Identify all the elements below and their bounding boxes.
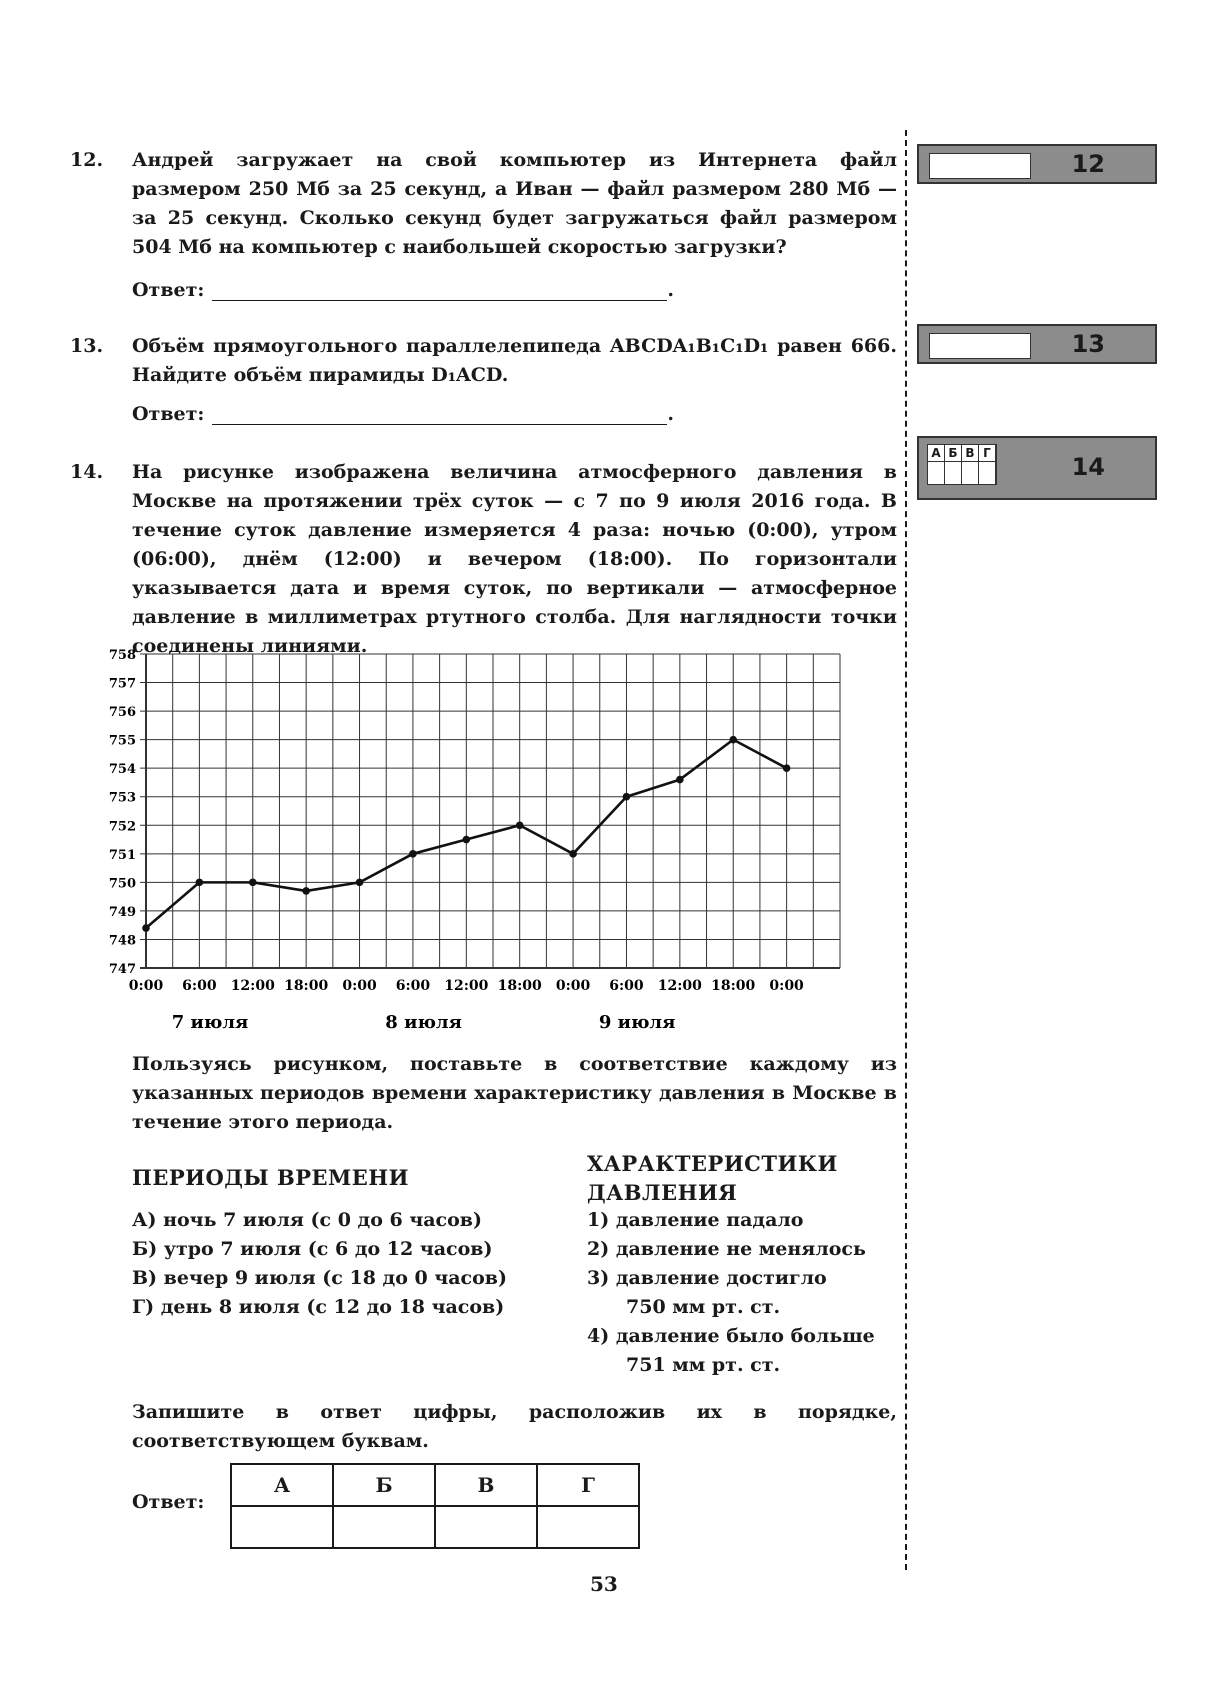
answer-header-v: В — [435, 1464, 537, 1506]
period-item: В) вечер 9 июля (с 18 до 0 часов) — [132, 1267, 507, 1289]
answer-cell-v[interactable] — [435, 1506, 537, 1548]
answer-slot-12[interactable] — [929, 153, 1031, 179]
x-tick-label: 18:00 — [284, 978, 329, 994]
data-point — [463, 836, 471, 844]
y-tick-label: 749 — [108, 904, 136, 920]
characteristic-item: 4) давление было больше — [587, 1325, 875, 1347]
grid-letter-b: Б — [945, 445, 962, 462]
y-tick-label: 754 — [108, 762, 136, 778]
y-tick-label: 752 — [108, 819, 136, 835]
answer-box-14 — [917, 436, 1157, 500]
question-text-13: Объём прямоугольного параллелепипеда ABCDA₁B₁C₁D₁ равен 666. Найдите объём пирамиды D₁ACD. — [132, 335, 897, 386]
pressure-chart — [100, 642, 880, 1037]
characteristics-heading-line2: ДАВЛЕНИЯ — [587, 1180, 738, 1205]
box-number-12: 12 — [1071, 150, 1105, 178]
x-tick-label: 6:00 — [182, 978, 217, 994]
y-tick-label: 753 — [108, 790, 136, 806]
data-point — [623, 793, 631, 801]
answer-header-g: Г — [537, 1464, 639, 1506]
y-tick-labels — [109, 648, 136, 977]
data-point — [409, 850, 417, 858]
box-number-13: 13 — [1071, 330, 1105, 358]
answer-table — [230, 1463, 640, 1549]
grid-letter-a: А — [928, 445, 945, 462]
day-label: 9 июля — [598, 1012, 676, 1033]
x-tick-labels — [129, 978, 804, 994]
y-tick-label: 756 — [108, 705, 136, 721]
grid-cell[interactable] — [945, 462, 962, 484]
instruction-text: Пользуясь рисунком, поставьте в соответствие каждому из указанных периодов времени характеристику давления в Москве в течение этого периода. — [132, 1053, 897, 1133]
x-tick-label: 12:00 — [230, 978, 275, 994]
chart-grid — [140, 654, 840, 968]
question-number-14: 14. — [70, 461, 104, 483]
question-text-14: На рисунке изображена величина атмосферного давления в Москве на протяжении трёх суток — с 7 по 9 июля 2016 года. В течение суток давление измеряется 4 раза: ночью (0:00), утром (06:00), днём (12:00) и вечером (18:00). По горизонтали указывается дата и время суток, по вертикали — атмосферное давление в миллиметрах ртутного столба. Для наглядности точки соединены линиями. — [132, 461, 897, 657]
data-point — [249, 879, 257, 887]
data-point — [196, 879, 204, 887]
characteristic-item: 2) давление не менялось — [587, 1238, 866, 1260]
grid-cell[interactable] — [979, 462, 996, 484]
answer-line-13[interactable] — [212, 404, 667, 425]
data-point — [356, 879, 364, 887]
answer-slot-13[interactable] — [929, 333, 1031, 359]
cut-line — [905, 130, 907, 1570]
data-point — [302, 887, 310, 895]
x-tick-label: 0:00 — [128, 978, 164, 994]
y-tick-label: 757 — [108, 676, 136, 692]
answer-line-12[interactable] — [212, 280, 667, 301]
answer-label-13: Ответ: — [132, 403, 205, 425]
grid-cell[interactable] — [962, 462, 979, 484]
day-labels — [172, 1012, 676, 1033]
answer-header-a: А — [231, 1464, 333, 1506]
period-item: А) ночь 7 июля (с 0 до 6 часов) — [132, 1209, 482, 1231]
x-tick-label: 12:00 — [444, 978, 489, 994]
x-tick-label: 0:00 — [769, 978, 804, 994]
box-number-14: 14 — [1071, 453, 1105, 481]
grid-cell[interactable] — [928, 462, 945, 484]
y-tick-label: 748 — [108, 933, 136, 949]
answer-grid-14[interactable] — [927, 444, 997, 485]
data-point — [569, 850, 577, 858]
data-point — [783, 764, 791, 772]
answer-cell-a[interactable] — [231, 1506, 333, 1548]
grid-letter-g: Г — [979, 445, 996, 462]
characteristics-list — [587, 1206, 875, 1380]
x-tick-label: 18:00 — [497, 978, 542, 994]
periods-heading: ПЕРИОДЫ ВРЕМЕНИ — [132, 1165, 409, 1190]
period-item: Б) утро 7 июля (с 6 до 12 часов) — [132, 1238, 493, 1260]
question-number-12: 12. — [70, 149, 104, 171]
answer-cell-b[interactable] — [333, 1506, 435, 1548]
data-point — [142, 924, 150, 932]
x-tick-label: 0:00 — [342, 978, 377, 994]
answer-label-12: Ответ: — [132, 279, 205, 301]
answer-row-12: Ответ: . — [132, 279, 675, 301]
characteristic-item: 3) давление достигло — [587, 1267, 827, 1289]
characteristic-item: 751 мм рт. ст. — [626, 1354, 781, 1376]
answer-row-13: Ответ: . — [132, 403, 675, 425]
answer-box-13 — [917, 324, 1157, 364]
y-tick-label: 750 — [108, 876, 136, 892]
x-tick-label: 12:00 — [657, 978, 702, 994]
characteristic-item: 750 мм рт. ст. — [626, 1296, 781, 1318]
y-tick-label: 755 — [108, 733, 136, 749]
data-point — [676, 776, 684, 784]
grid-letter-v: В — [962, 445, 979, 462]
data-point — [516, 821, 524, 829]
answer-box-12 — [917, 144, 1157, 184]
period-item: Г) день 8 июля (с 12 до 18 часов) — [132, 1296, 505, 1318]
day-label: 7 июля — [171, 1012, 249, 1033]
y-tick-label: 758 — [108, 648, 136, 663]
x-tick-label: 6:00 — [609, 978, 644, 994]
x-tick-label: 0:00 — [555, 978, 591, 994]
final-instruction: Запишите в ответ цифры, расположив их в порядке, соответствующем буквам. — [132, 1401, 897, 1452]
answer-cell-g[interactable] — [537, 1506, 639, 1548]
characteristics-heading-line1: ХАРАКТЕРИСТИКИ — [587, 1151, 838, 1176]
y-tick-label: 751 — [108, 847, 136, 863]
page-number: 53 — [590, 1572, 618, 1596]
periods-list — [132, 1206, 507, 1322]
day-label: 8 июля — [385, 1012, 462, 1033]
x-tick-label: 6:00 — [395, 978, 431, 994]
answer-header-b: Б — [333, 1464, 435, 1506]
answer-label-14: Ответ: — [132, 1491, 205, 1513]
x-tick-label: 18:00 — [711, 978, 756, 994]
characteristic-item: 1) давление падало — [587, 1209, 804, 1231]
data-point — [729, 736, 737, 744]
question-number-13: 13. — [70, 335, 104, 357]
y-tick-label: 747 — [108, 962, 136, 977]
question-text-12: Андрей загружает на свой компьютер из Интернета файл размером 250 Мб за 25 секунд, а Иван — файл размером 280 Мб — за 25 секунд. Сколько секунд будет загружаться файл размером 504 Мб на компьютер с наибольшей скоростью загрузки? — [132, 149, 897, 258]
